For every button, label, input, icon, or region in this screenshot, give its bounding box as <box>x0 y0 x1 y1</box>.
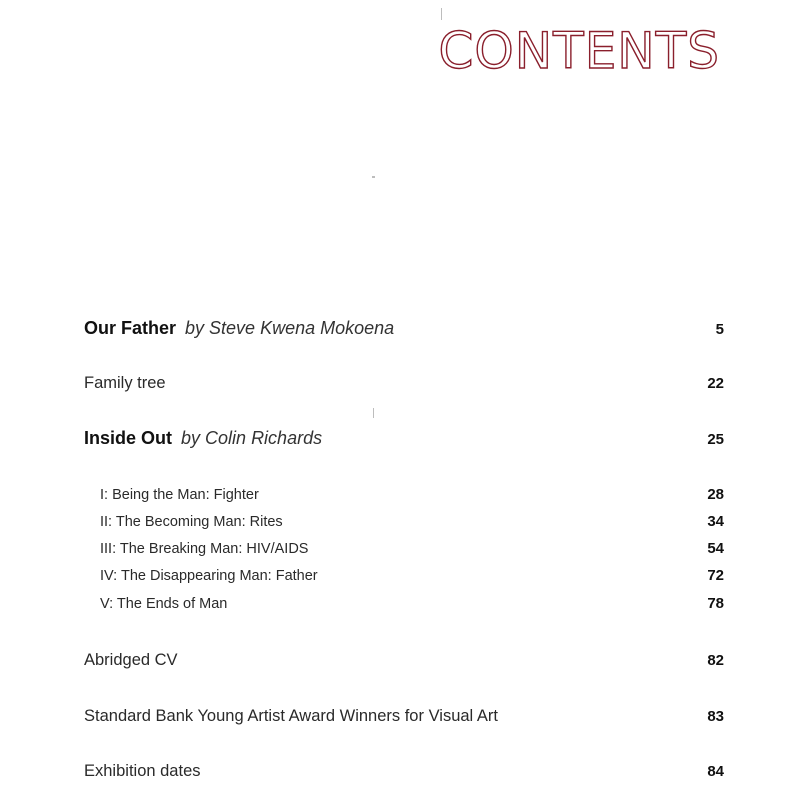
toc-entry-title: Inside Out <box>84 428 173 448</box>
toc-page-number: 22 <box>707 375 724 392</box>
scan-speck <box>372 176 375 178</box>
toc-page-number: 54 <box>707 540 724 557</box>
toc-page-number: 25 <box>707 431 724 448</box>
toc-page-number: 72 <box>707 567 724 584</box>
toc-subentry-breaking-man[interactable] <box>100 540 724 557</box>
toc-subentry-becoming-man[interactable] <box>100 513 724 530</box>
toc-entry-title: III: The Breaking Man: HIV/AIDS <box>100 541 309 557</box>
toc-page-number: 78 <box>707 595 724 612</box>
toc-page-number: 34 <box>707 513 724 530</box>
toc-entry-title: Our Father <box>84 318 177 338</box>
toc-entry-title: II: The Becoming Man: Rites <box>100 514 283 530</box>
toc-entry-label <box>84 318 394 339</box>
toc-page-number: 28 <box>707 486 724 503</box>
toc-entry-abridged-cv[interactable] <box>84 651 724 670</box>
toc-entry-inside-out[interactable] <box>84 428 724 449</box>
toc-entry-title: IV: The Disappearing Man: Father <box>100 568 318 584</box>
toc-entry-exhibition-dates[interactable] <box>84 762 724 781</box>
toc-subentry-disappearing-man[interactable] <box>100 567 724 584</box>
toc-entry-label <box>84 428 322 449</box>
toc-entry-author: by Steve Kwena Mokoena <box>185 318 395 338</box>
toc-entry-our-father[interactable] <box>84 318 724 339</box>
scan-speck <box>373 408 374 418</box>
toc-page-number: 82 <box>707 652 724 669</box>
scan-speck <box>441 8 442 20</box>
toc-subentry-being-the-man[interactable] <box>100 486 724 503</box>
toc-entry-title: Abridged CV <box>84 651 178 669</box>
toc-entry-family-tree[interactable] <box>84 374 724 393</box>
toc-entry-title: V: The Ends of Man <box>100 596 228 612</box>
toc-entry-author: by Colin Richards <box>181 428 323 448</box>
toc-entry-title: I: Being the Man: Fighter <box>100 487 259 503</box>
toc-entry-title: Family tree <box>84 374 166 392</box>
page-title: CONTENTS <box>438 22 720 80</box>
toc-subentry-ends-of-man[interactable] <box>100 595 724 612</box>
toc-page-number: 83 <box>707 708 724 725</box>
toc-entry-award-winners[interactable] <box>84 707 724 726</box>
toc-entry-title: Exhibition dates <box>84 762 201 780</box>
toc-entry-title: Standard Bank Young Artist Award Winners for Visual Art <box>84 707 498 725</box>
toc-page-number: 84 <box>707 763 724 780</box>
toc-page-number: 5 <box>715 321 724 338</box>
